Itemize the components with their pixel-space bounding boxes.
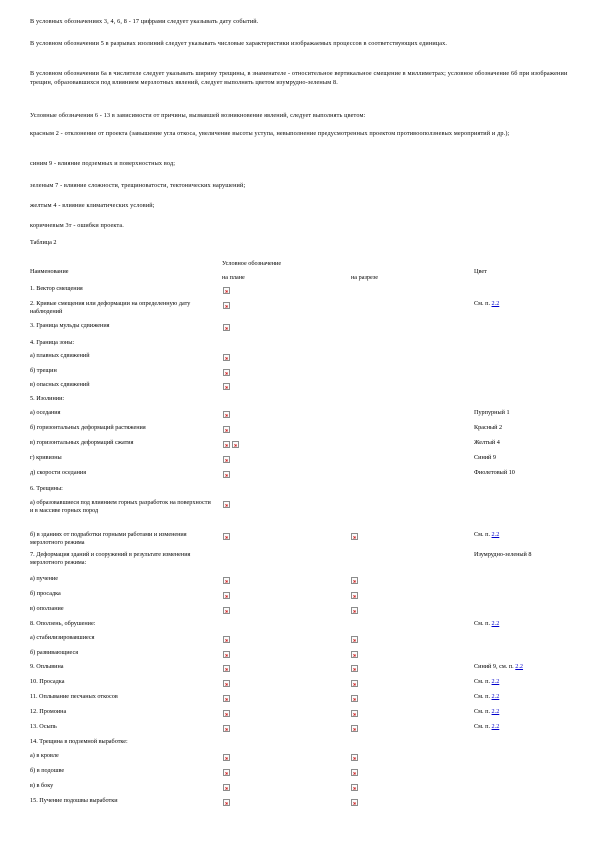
row-color bbox=[474, 300, 499, 307]
broken-image-icon bbox=[351, 695, 358, 702]
row-color-text: См. п. bbox=[474, 678, 490, 685]
broken-image-icon bbox=[223, 592, 230, 599]
broken-image-icon bbox=[351, 577, 358, 584]
broken-image-icon bbox=[223, 383, 230, 390]
row-name: б) трещин bbox=[30, 367, 57, 374]
section-link[interactable]: 2.2 bbox=[491, 531, 500, 538]
broken-image-icon bbox=[223, 680, 230, 687]
table-row bbox=[30, 531, 570, 546]
broken-image-icon bbox=[351, 607, 358, 614]
table-row bbox=[30, 499, 570, 514]
table-row bbox=[30, 767, 570, 779]
table-row bbox=[30, 590, 570, 602]
broken-image-icon bbox=[223, 471, 230, 478]
row-name: а) стабилизировавшиеся bbox=[30, 634, 95, 641]
row-name: б) развивающиеся bbox=[30, 649, 79, 656]
table-row bbox=[30, 454, 570, 466]
table-row bbox=[30, 605, 570, 617]
broken-image-icon bbox=[351, 769, 358, 776]
row-name: 15. Пучение подошвы выработки bbox=[30, 797, 118, 804]
row-color bbox=[474, 678, 499, 685]
row-name: а) оседания bbox=[30, 409, 61, 416]
row-name: 11. Оплывание песчаных откосов bbox=[30, 693, 118, 700]
broken-image-icon bbox=[223, 754, 230, 761]
paragraph: зеленым 7 - влияние сложности, трещиноватости, тектонических нарушений; bbox=[30, 182, 246, 189]
section-link[interactable]: 2.2 bbox=[515, 663, 524, 670]
paragraph: Условные обозначения 6 - 13 в зависимости от причины, вызвавшей возникновение явлений, следует выполнять цветом: bbox=[30, 112, 366, 119]
section-link[interactable]: 2.2 bbox=[491, 708, 500, 715]
section-link[interactable]: 2.2 bbox=[491, 693, 500, 700]
row-name: в) в боку bbox=[30, 782, 54, 789]
paragraph: В условном обозначении 5 в разрывах изолиний следует указывать числовые характеристики изображаемых процессов в соответствующих единицах. bbox=[30, 40, 448, 47]
table-row bbox=[30, 752, 570, 764]
broken-image-icon bbox=[351, 784, 358, 791]
broken-image-icon bbox=[223, 725, 230, 732]
table-title: Таблица 2 bbox=[30, 239, 57, 246]
broken-image-icon bbox=[223, 456, 230, 463]
row-color bbox=[474, 469, 515, 476]
table-row bbox=[30, 620, 570, 632]
header-symbol: Условное обозначение bbox=[222, 260, 282, 267]
broken-image-icon bbox=[223, 426, 230, 433]
row-name: 10. Просадка bbox=[30, 678, 65, 685]
row-name: г) кривизны bbox=[30, 454, 62, 461]
broken-image-icon bbox=[223, 769, 230, 776]
row-color bbox=[474, 708, 499, 715]
broken-image-icon bbox=[223, 636, 230, 643]
table-row bbox=[30, 439, 570, 451]
broken-image-icon bbox=[223, 287, 230, 294]
broken-image-icon bbox=[223, 784, 230, 791]
row-name: а) пучение bbox=[30, 575, 58, 582]
broken-image-icon bbox=[223, 354, 230, 361]
table-row bbox=[30, 663, 570, 675]
row-color-text: Синий 9 bbox=[474, 454, 497, 461]
table-row bbox=[30, 409, 570, 421]
table-row bbox=[30, 782, 570, 794]
row-name: 14. Трещина в подземной выработке: bbox=[30, 738, 128, 745]
row-name: б) просадка bbox=[30, 590, 61, 597]
broken-image-icon bbox=[223, 441, 230, 448]
row-name: 4. Граница зоны: bbox=[30, 339, 75, 346]
broken-image-icon bbox=[223, 577, 230, 584]
paragraph: желтым 4 - влияние климатических условий; bbox=[30, 202, 155, 209]
row-name: б) горизонтальных деформаций растяжения bbox=[30, 424, 146, 431]
broken-image-icon bbox=[351, 725, 358, 732]
broken-image-icon bbox=[351, 799, 358, 806]
section-link[interactable]: 2.2 bbox=[491, 300, 500, 307]
row-color-text: См. п. bbox=[474, 708, 490, 715]
row-name: 12. Промоина bbox=[30, 708, 67, 715]
row-name: 7. Деформация зданий и сооружений в результате изменения мерзлотного режима: bbox=[30, 551, 191, 566]
table-row bbox=[30, 339, 570, 351]
row-name: б) в зданиях от подработки горными работами и изменения мерзлотного режима bbox=[30, 531, 187, 546]
table-row bbox=[30, 649, 570, 661]
row-name: 2. Кривые смещения или деформации на определенную дату наблюдений bbox=[30, 300, 191, 315]
row-color-text: См. п. bbox=[474, 300, 490, 307]
section-link[interactable]: 2.2 bbox=[491, 723, 500, 730]
row-name: д) скорости оседания bbox=[30, 469, 87, 476]
broken-image-icon bbox=[351, 680, 358, 687]
row-color bbox=[474, 693, 499, 700]
table-row bbox=[30, 395, 570, 407]
row-color-text: См. п. bbox=[474, 693, 490, 700]
row-color bbox=[474, 439, 500, 446]
table-row bbox=[30, 678, 570, 690]
row-color bbox=[474, 424, 502, 431]
broken-image-icon bbox=[351, 533, 358, 540]
table-row bbox=[30, 300, 570, 315]
row-name: а) в кровле bbox=[30, 752, 59, 759]
broken-image-icon bbox=[223, 369, 230, 376]
row-name: 6. Трещины: bbox=[30, 485, 63, 492]
row-name: 8. Оползень, обрушение: bbox=[30, 620, 96, 627]
row-name: в) опасных сдвижений bbox=[30, 381, 90, 388]
table-row bbox=[30, 797, 570, 809]
table-row bbox=[30, 693, 570, 705]
broken-image-icon bbox=[223, 799, 230, 806]
row-color-text: См. п. bbox=[474, 531, 490, 538]
table-row bbox=[30, 469, 570, 481]
broken-image-icon bbox=[351, 592, 358, 599]
row-name: в) горизонтальных деформаций сжатия bbox=[30, 439, 134, 446]
broken-image-icon bbox=[223, 533, 230, 540]
row-color-text: Изумрудно-зеленый 8 bbox=[474, 551, 532, 558]
table-row bbox=[30, 634, 570, 646]
broken-image-icon bbox=[351, 754, 358, 761]
row-name: 1. Вектор смещения bbox=[30, 285, 83, 292]
broken-image-icon bbox=[223, 710, 230, 717]
table-row bbox=[30, 367, 570, 379]
table-row bbox=[30, 575, 570, 587]
broken-image-icon bbox=[223, 302, 230, 309]
row-color-text: Синий 9, см. п. bbox=[474, 663, 514, 670]
paragraph: красным 2 - отклонение от проекта (завышение угла откоса, увеличение высоты уступа, невыполнение предусмотренных проектом противооползневых мероприятий и др.); bbox=[30, 130, 510, 137]
row-color bbox=[474, 620, 499, 627]
section-link[interactable]: 2.2 bbox=[491, 678, 500, 685]
row-color bbox=[474, 531, 499, 538]
table-row bbox=[30, 381, 570, 393]
row-name: а) образовавшиеся под влиянием горных разработок на поверхности и в массиве горных пород bbox=[30, 499, 211, 514]
row-color bbox=[474, 551, 531, 558]
paragraph: В условном обозначении 6а в числителе следует указывать ширину трещины, в знаменателе - относительное вертикальное смещение в миллиметрах; условное обозначение 6б при изображении трещин, образовавшихся под влиянием мерзлотных явлений, следует выполнять цветом изумрудно-зеленым 8. bbox=[30, 70, 568, 86]
paragraph: коричневым 3т - ошибки проекта. bbox=[30, 222, 125, 229]
broken-image-icon bbox=[223, 324, 230, 331]
paragraph: В условных обозначениях 3, 4, 6, 8 - 17 цифрами следует указывать дату событий. bbox=[30, 18, 259, 25]
row-name: а) плавных сдвижений bbox=[30, 352, 90, 359]
paragraph: синим 9 - влияние подземных и поверхностных вод; bbox=[30, 160, 176, 167]
broken-image-icon bbox=[223, 411, 230, 418]
row-name: 13. Осыпь bbox=[30, 723, 57, 730]
section-link[interactable]: 2.2 bbox=[491, 620, 500, 627]
header-section: на разрезе bbox=[351, 274, 378, 281]
broken-image-icon bbox=[351, 665, 358, 672]
row-color-text: Красный 2 bbox=[474, 424, 503, 431]
header-name: Наименование bbox=[30, 268, 69, 275]
row-name: б) в подошве bbox=[30, 767, 65, 774]
broken-image-icon bbox=[232, 441, 239, 448]
row-color bbox=[474, 663, 523, 670]
row-name: в) оползание bbox=[30, 605, 64, 612]
broken-image-icon bbox=[223, 501, 230, 508]
row-name: 9. Оплывина bbox=[30, 663, 64, 670]
table-row bbox=[30, 322, 570, 334]
broken-image-icon bbox=[351, 651, 358, 658]
table-row bbox=[30, 723, 570, 735]
table-row bbox=[30, 285, 570, 297]
table-row bbox=[30, 352, 570, 364]
header-plan: на плане bbox=[222, 274, 245, 281]
broken-image-icon bbox=[223, 665, 230, 672]
row-color-text: См. п. bbox=[474, 723, 490, 730]
table-row bbox=[30, 485, 570, 497]
row-color bbox=[474, 409, 510, 416]
row-color-text: Фиолетовый 10 bbox=[474, 469, 515, 476]
row-color bbox=[474, 454, 496, 461]
broken-image-icon bbox=[223, 695, 230, 702]
broken-image-icon bbox=[223, 651, 230, 658]
header-color: Цвет bbox=[474, 268, 487, 275]
row-color-text: Пурпурный 1 bbox=[474, 409, 510, 416]
broken-image-icon bbox=[223, 607, 230, 614]
row-color bbox=[474, 723, 499, 730]
row-name: 3. Граница мульды сдвижения bbox=[30, 322, 110, 329]
row-color-text: См. п. bbox=[474, 620, 490, 627]
row-name: 5. Изолинии: bbox=[30, 395, 65, 402]
table-row bbox=[30, 708, 570, 720]
broken-image-icon bbox=[351, 636, 358, 643]
row-color-text: Желтый 4 bbox=[474, 439, 500, 446]
broken-image-icon bbox=[351, 710, 358, 717]
table-row bbox=[30, 738, 570, 750]
table-row bbox=[30, 424, 570, 436]
table-row bbox=[30, 551, 570, 566]
